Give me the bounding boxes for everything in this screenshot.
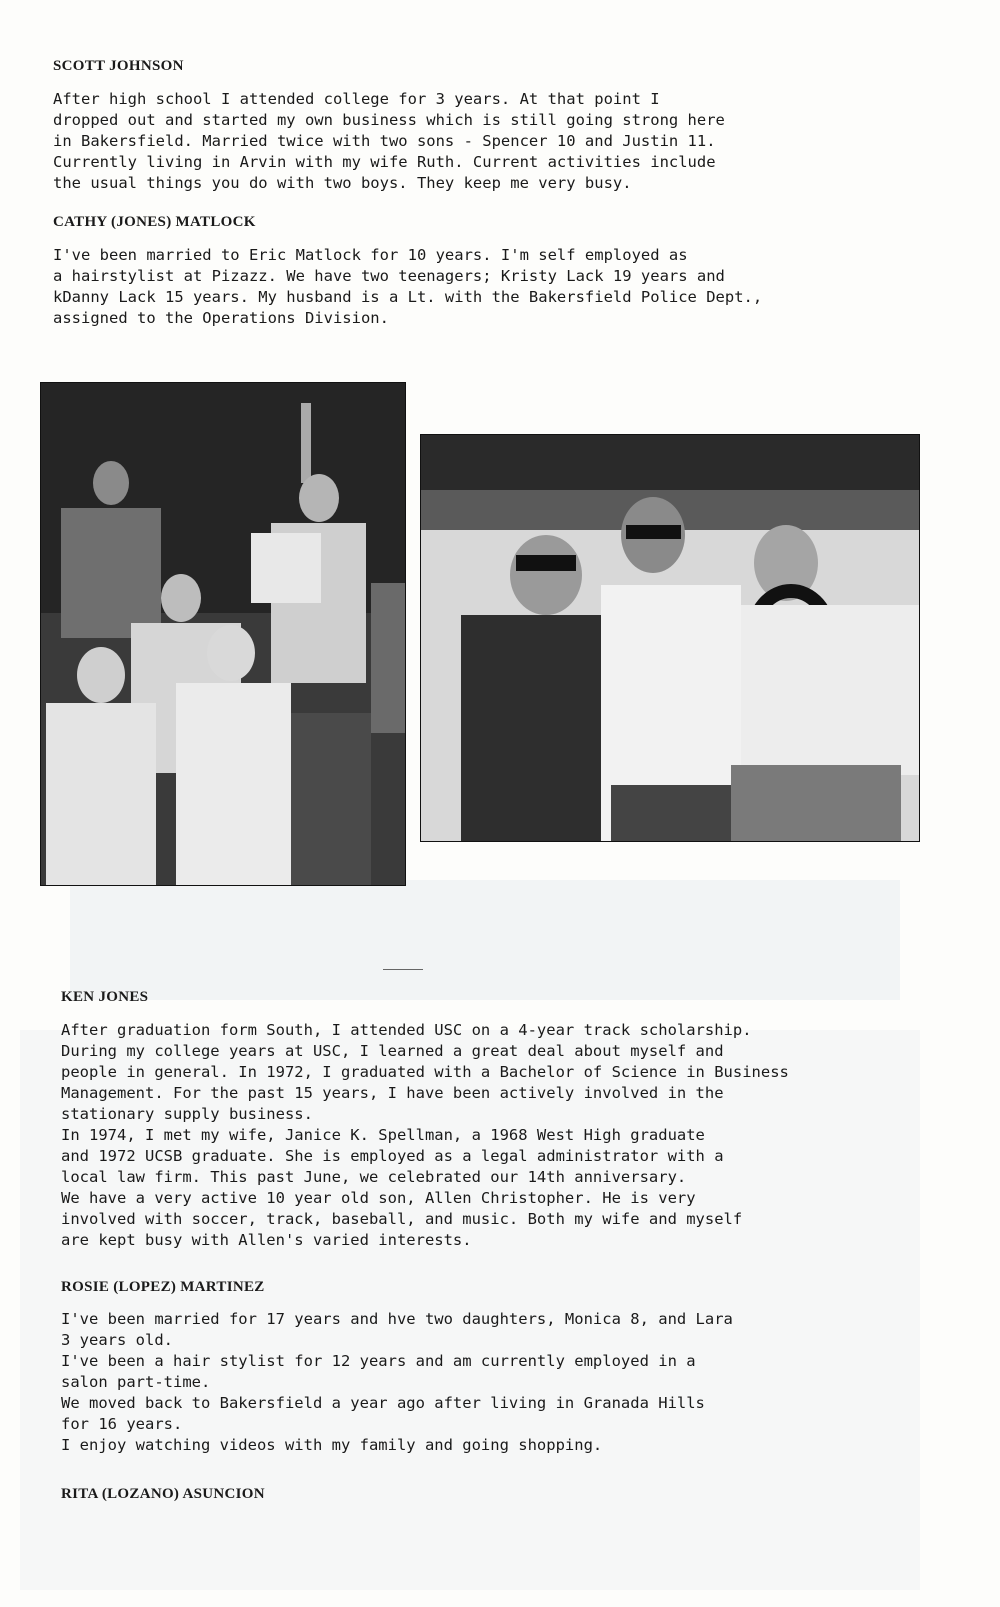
trio-photo-right-image [421,435,919,841]
group-photo-left-image [41,383,405,885]
divider-rule [383,969,423,970]
group-photo-left [40,382,406,886]
trio-photo-right [420,434,920,842]
entry-name-cathy-matlock: CATHY (JONES) MATLOCK [53,214,256,230]
entry-name-ken-jones: KEN JONES [61,989,149,1005]
entry-text-scott-johnson: After high school I attended college for 3 years. At that point I dropped out and started my own business which is still going strong here in Bakersfield. Married twice with two sons - Spencer 10 and Justin 11. Currently living in Arvin with my wife Ruth. Current activities include the usual things you do with two boys. They keep me very busy. [53,90,725,192]
entry-text-rosie-martinez: I've been married for 17 years and hve two daughters, Monica 8, and Lara 3 years old. I've been a hair stylist for 12 years and am currently employed in a salon part-time. We moved back to Bakersfield a year ago after living in Granada Hills for 16 years. I enjoy watching videos with my family and going shopping. [61,1310,733,1454]
entry-text-cathy-matlock: I've been married to Eric Matlock for 10 years. I'm self employed as a hairstylist at Pizazz. We have two teenagers; Kristy Lack 19 years and kDanny Lack 15 years. My husband is a Lt. with the Bakersfield Police Dept., assigned to the Operations Division. [53,246,763,327]
entry-name-rosie-martinez: ROSIE (LOPEZ) MARTINEZ [61,1279,265,1295]
entry-name-rita-asuncion: RITA (LOZANO) ASUNCION [61,1486,265,1502]
bleed-through-block [70,880,900,1000]
entry-name-scott-johnson: SCOTT JOHNSON [53,58,184,74]
entry-text-ken-jones: After graduation form South, I attended USC on a 4-year track scholarship. During my college years at USC, I learned a great deal about myself and people in general. In 1972, I graduated with a Bachelor of Science in Business Management. For the past 15 years, I have been actively involved in the stationary supply business. In 1974, I met my wife, Janice K. Spellman, a 1968 West High graduate and 1972 UCSB graduate. She is employed as a legal administrator with a local law firm. This past June, we celebrated our 14th anniversary. We have a very active 10 year old son, Allen Christopher. He is very involved with soccer, track, baseball, and music. Both my wife and myself are kept busy with Allen's varied interests. [61,1021,789,1249]
